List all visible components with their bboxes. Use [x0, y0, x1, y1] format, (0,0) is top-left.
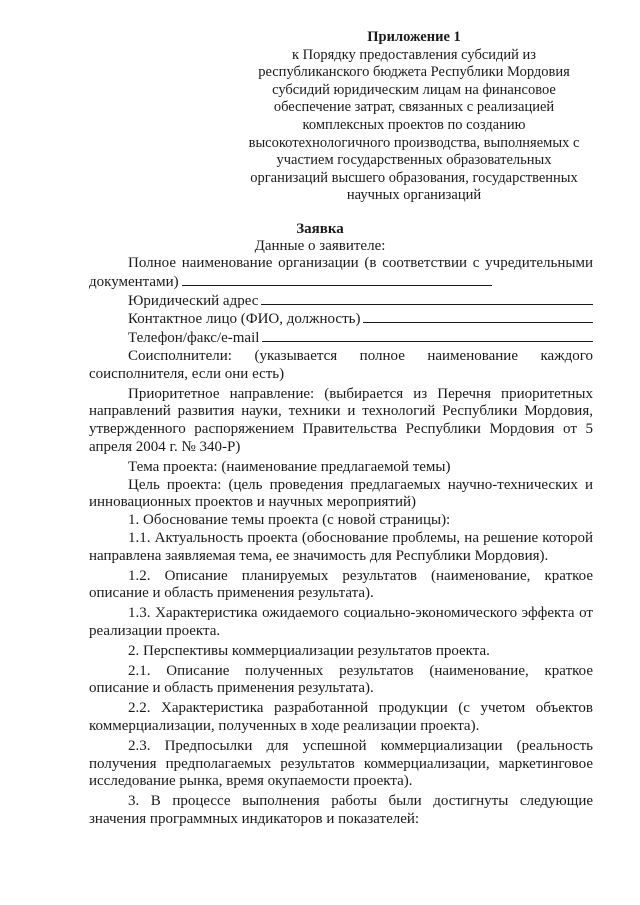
section-1-heading: 1. Обоснование темы проекта (с новой страницы): [128, 512, 451, 529]
appendix-line: научных организаций [346, 187, 482, 204]
appendix-line: обеспечение затрат, связанных с реализацией [273, 99, 555, 116]
legal-address-label: Юридический адрес [128, 292, 259, 309]
appendix-line: организаций высшего образования, государственных [250, 169, 578, 186]
appendix-line: комплексных проектов по созданию [302, 116, 526, 133]
phone-field [89, 329, 593, 348]
priority-paragraph: Приоритетное направление: (выбирается из Перечня приоритетных направлений развития науки, техники и технологий Республики Мордовия, утвержденного распоряжением Правительства Республики Мордовия от 5 апреля 2004 г. № 340-Р) [89, 385, 593, 455]
applicant-data-heading: Данные о заявителе: [254, 238, 386, 254]
org-name-fill-line [182, 273, 492, 286]
appendix-block [238, 29, 590, 205]
document-body [89, 255, 593, 829]
appendix-line: к Порядку предоставления субсидий из [291, 46, 537, 63]
legal-address-field [89, 292, 593, 311]
section-2-3: 2.3. Предпосылки для успешной коммерциализации (реальность получения предполагаемых результатов коммерциализации, маркетинговое исследование рынка, время окупаемости проекта). [89, 737, 593, 790]
section-2-2: 2.2. Характеристика разработанной продукции (с учетом объектов коммерциализации, полученных в ходе реализации проекта). [89, 700, 593, 734]
section-2-heading: 2. Перспективы коммерциализации результатов проекта. [128, 642, 490, 659]
topic-paragraph: Тема проекта: (наименование предлагаемой темы) [128, 458, 451, 475]
phone-label: Телефон/факс/e-mail [128, 330, 260, 347]
goal-paragraph: Цель проекта: (цель проведения предлагаемых научно-технических и инновационных проектов и научных мероприятий) [89, 476, 593, 511]
phone-fill-line [262, 329, 593, 342]
appendix-line: высокотехнологичного производства, выполняемых с [248, 134, 580, 151]
co-executors-paragraph: Соисполнители: (указывается полное наименование каждого соисполнителя, если они есть) [89, 347, 593, 382]
appendix-line: республиканского бюджета Республики Мордовия [258, 64, 570, 81]
legal-address-fill-line [261, 292, 593, 305]
appendix-line: субсидий юридическим лицам на финансовое [272, 81, 556, 98]
document-title: Заявка [296, 221, 344, 237]
section-1-3: 1.3. Характеристика ожидаемого социально-экономического эффекта от реализации проекта. [89, 605, 593, 639]
section-1-2: 1.2. Описание планируемых результатов (наименование, краткое описание и область применения результата). [89, 567, 593, 602]
contact-person-label: Контактное лицо (ФИО, должность) [128, 311, 361, 328]
org-name-field [89, 255, 593, 292]
contact-person-fill-line [363, 310, 593, 323]
section-1-1: 1.1. Актуальность проекта (обоснование проблемы, на решение которой направлена заявляемая тема, ее значимость для Республики Мордовия). [89, 529, 593, 564]
appendix-line: участием государственных образовательных [276, 152, 552, 169]
appendix-title: Приложение 1 [367, 29, 461, 45]
section-2-1: 2.1. Описание полученных результатов (наименование, краткое описание и область применения результата). [89, 662, 593, 697]
org-name-label: Полное наименование организации (в соответствии с учредительными документами) [89, 255, 593, 290]
contact-person-field [89, 310, 593, 329]
section-3-heading: 3. В процессе выполнения работы были достигнуты следующие значения программных индикаторов и показателей: [89, 793, 593, 827]
